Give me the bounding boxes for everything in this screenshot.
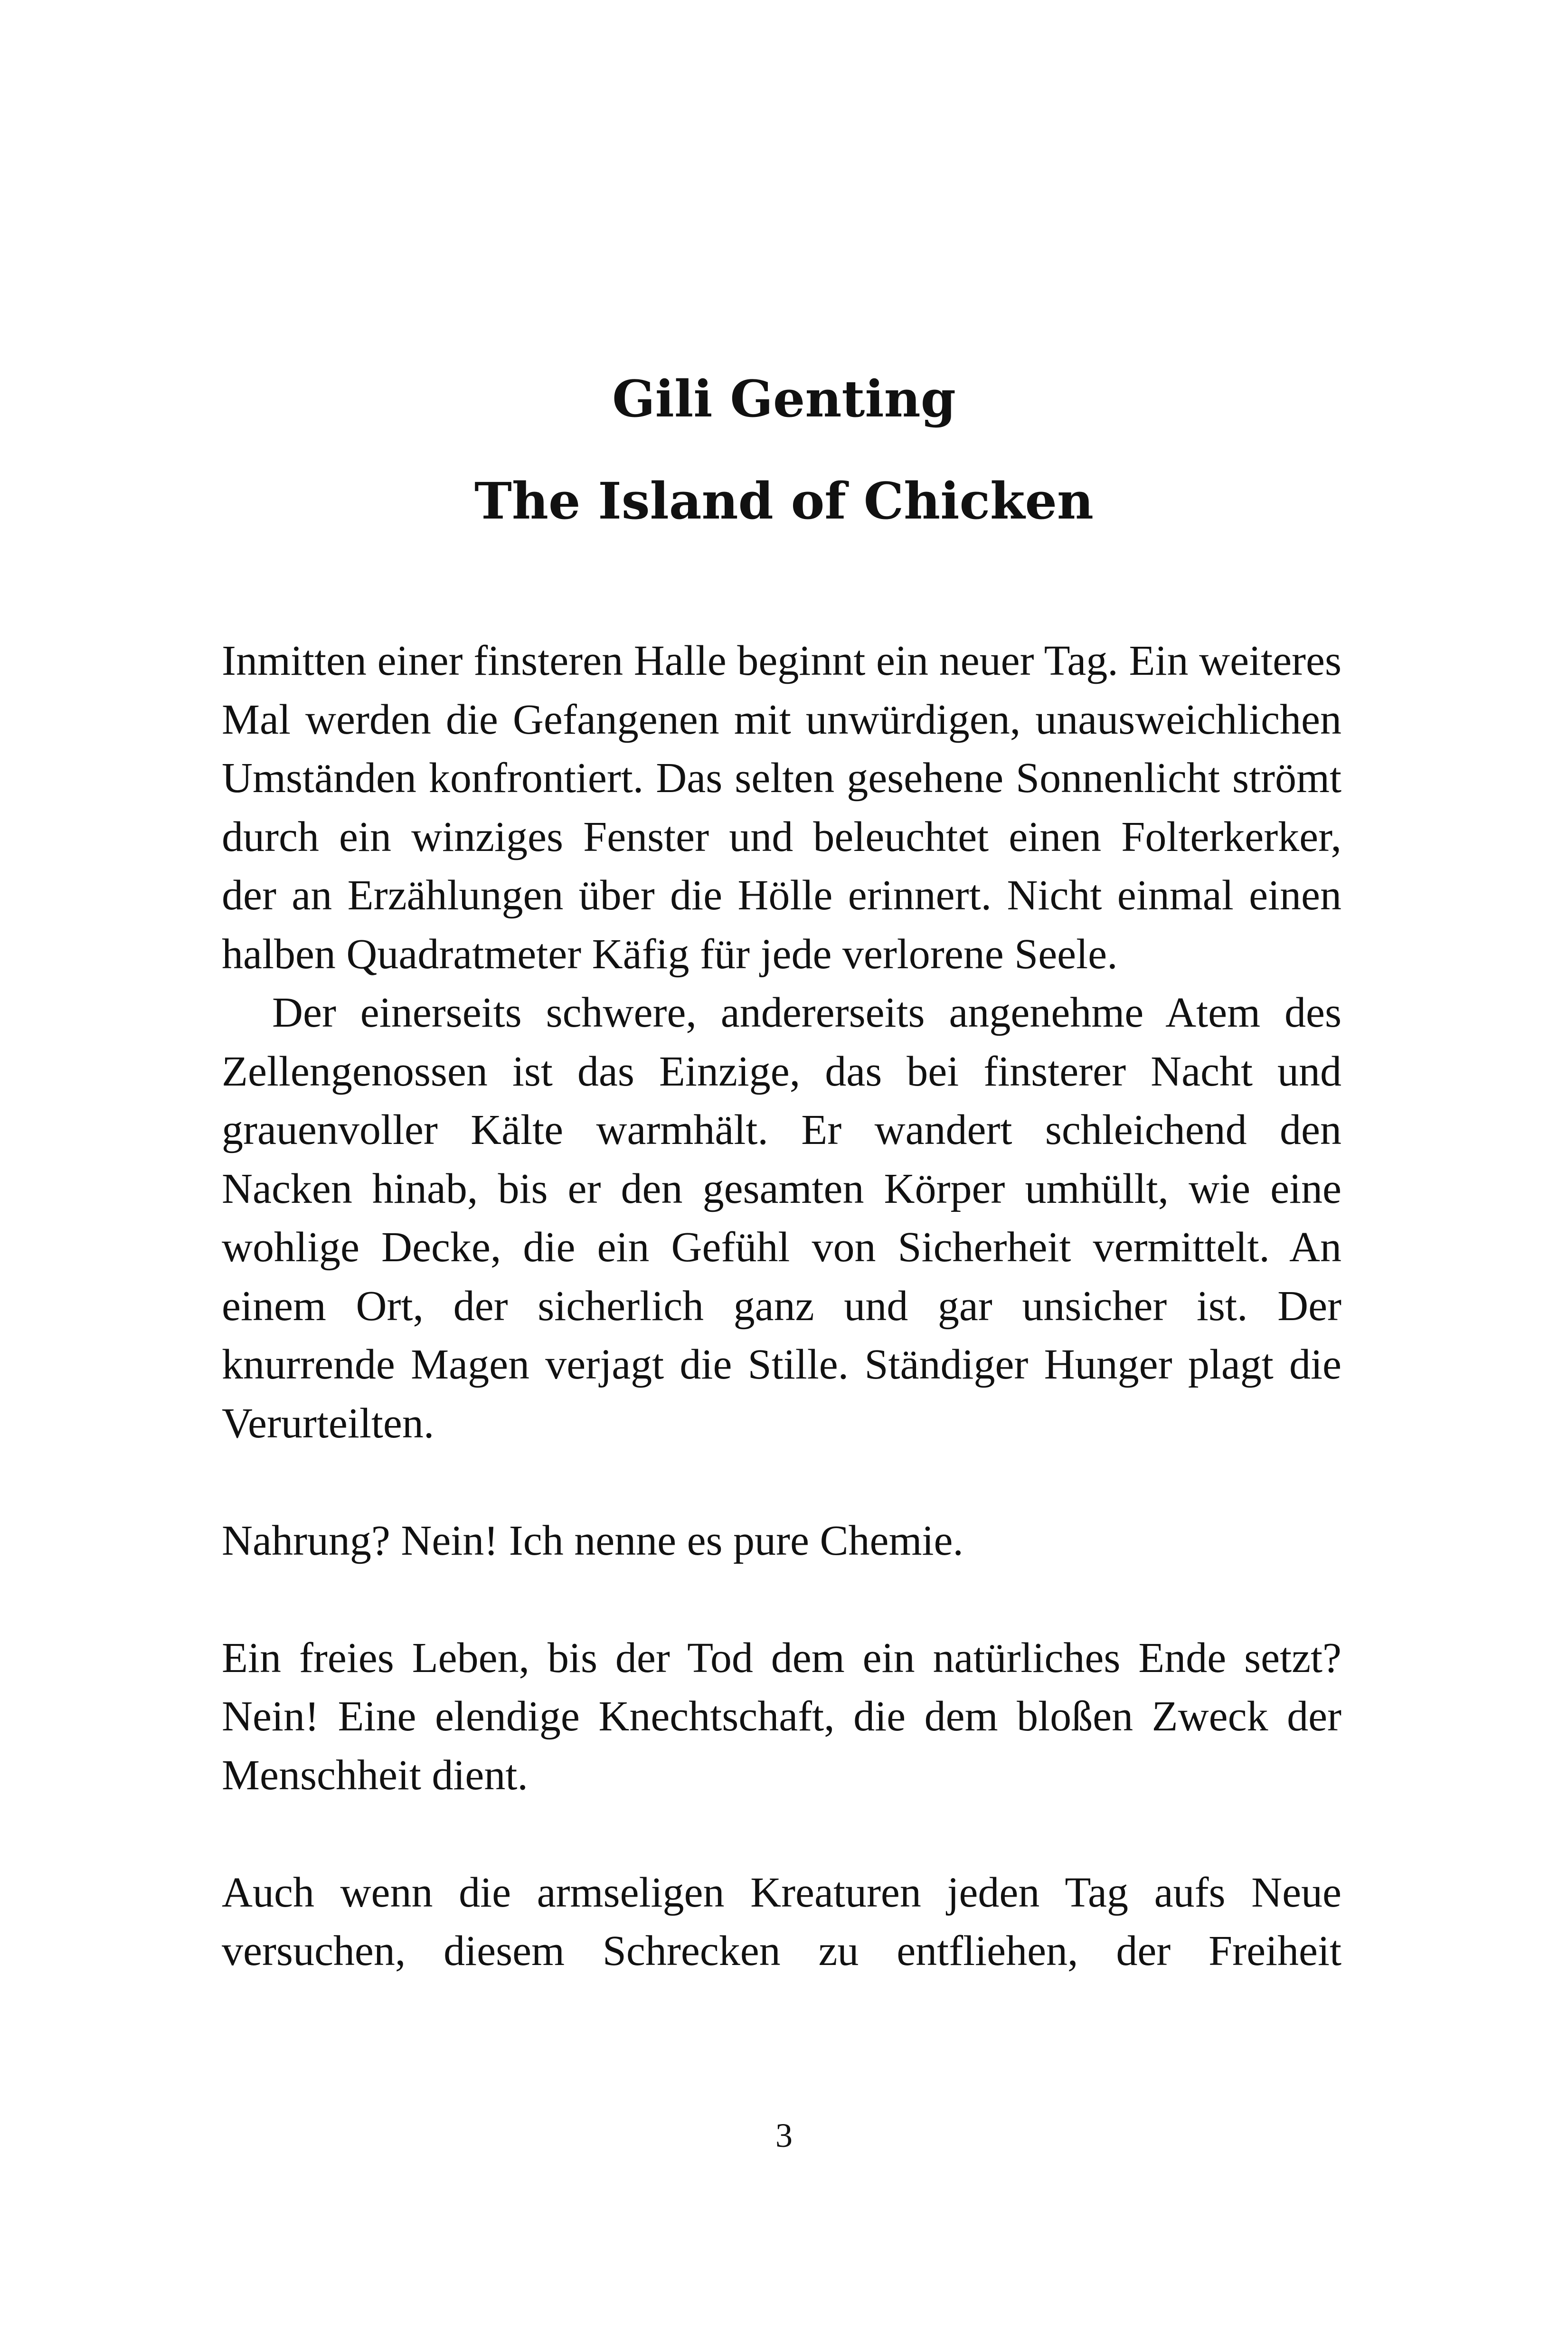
paragraph-2: Der einerseits schwere, andererseits angenehme Atem des Zellengenossen ist das Einzige, das bei finsterer Nacht und grauenvoller Kälte warmhält. Er wandert schleichend den Nacken hinab, bis er den gesamten Körper umhüllt, wie eine wohlige Decke, die ein Gefühl von Sicherheit vermittelt. An einem Ort, der sicherlich ganz und gar unsicher ist. Der knurrende Magen verjagt die Stille. Ständiger Hunger plagt die Verurteilten. <box>222 989 1341 1447</box>
paragraph-spacer <box>222 1570 1341 1629</box>
paragraph-spacer <box>222 1453 1341 1511</box>
paragraph-5: Auch wenn die armseligen Kreaturen jeden Tag aufs Neue versuchen, diesem Schrecken zu entfliehen, der Freiheit <box>222 1869 1341 1974</box>
paragraph-4: Ein freies Leben, bis der Tod dem ein natürliches Ende setzt? Nein! Eine elendige Knechtschaft, die dem bloßen Zweck der Menschheit dient. <box>222 1634 1341 1799</box>
paragraph-3: Nahrung? Nein! Ich nenne es pure Chemie. <box>222 1517 963 1564</box>
body-text <box>222 632 1341 1981</box>
chapter-title: Gili Genting <box>612 369 956 428</box>
paragraph-1: Inmitten einer finsteren Halle beginnt ein neuer Tag. Ein weiteres Mal werden die Gefangenen mit unwürdigen, unausweichlichen Umständen konfrontiert. Das selten gesehene Sonnenlicht strömt durch ein winziges Fenster und beleuchtet einen Folterkerker, der an Erzählungen über die Hölle erinnert. Nicht einmal einen halben Quadratmeter Käfig für jede verlorene Seele. <box>222 637 1341 978</box>
chapter-subtitle: The Island of Chicken <box>474 471 1094 530</box>
paragraph-spacer <box>222 1804 1341 1863</box>
page-number: 3 <box>775 2116 793 2154</box>
